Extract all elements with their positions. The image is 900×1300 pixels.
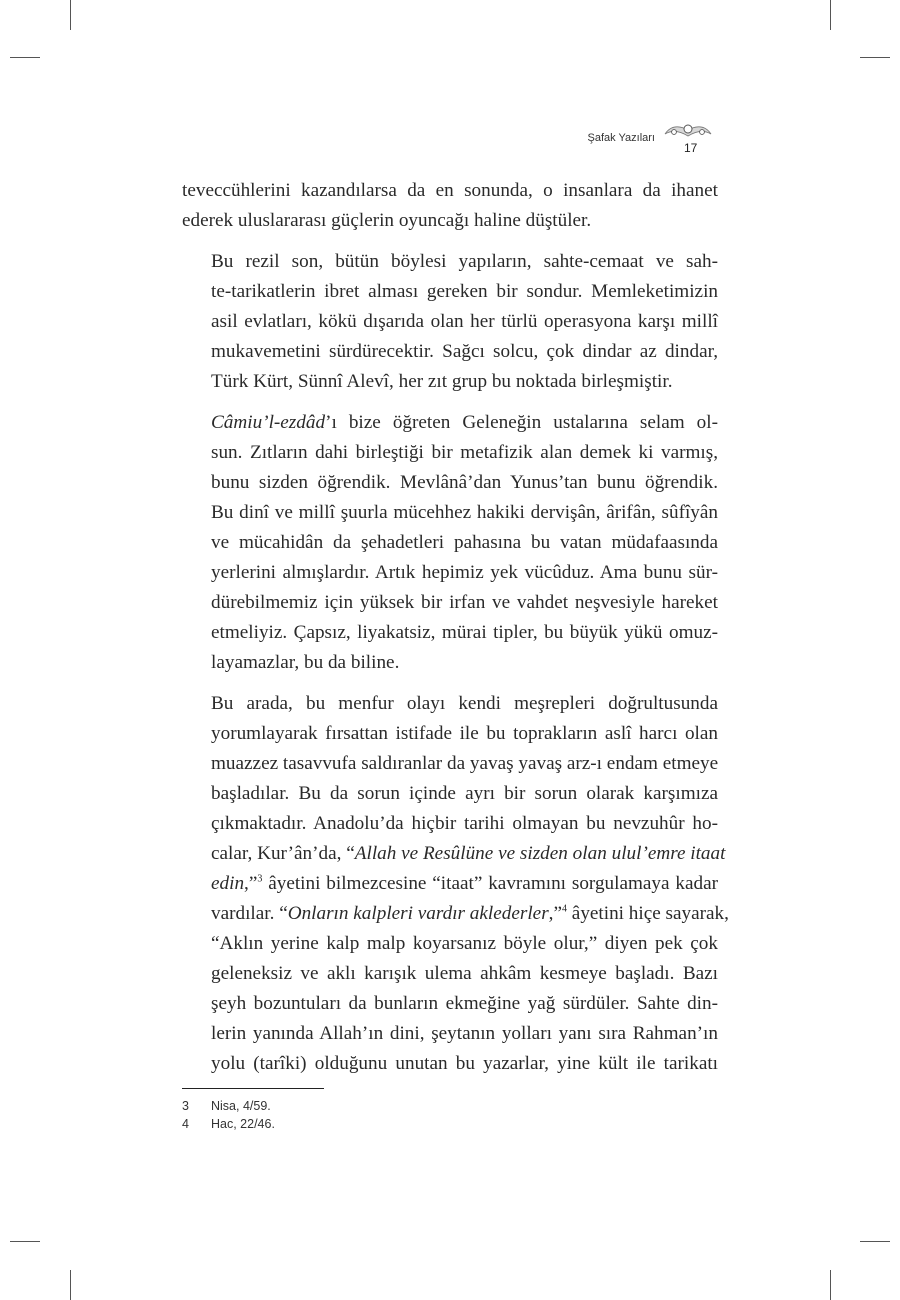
quoted-verse: Onların kalpleri vardır aklederler xyxy=(287,903,549,924)
crop-mark xyxy=(70,0,71,30)
footnote-rule xyxy=(182,1088,324,1089)
page-number: 17 xyxy=(684,141,698,155)
footnote xyxy=(182,1115,275,1133)
book-title: Şafak Yazıları xyxy=(587,132,655,144)
footnote-number: 4 xyxy=(182,1117,189,1131)
paragraph: teveccühlerini kazandılarsa da en sonunda, o insanlara da ihanet ederek uluslararası güçlerin oyuncağı haline düştüler. xyxy=(182,180,718,231)
footnote-number: 3 xyxy=(182,1099,189,1113)
ornament-icon xyxy=(663,120,713,142)
paragraph: Câmiu’l-ezdâd’ı bize öğreten Geleneğin ustalarına selam ol- sun. Zıtların dahi birleştiği bir metafizik alan demek ki varmış, bunu sizden öğrendik. Mevlânâ’dan Yunus’tan bunu öğrendik. Bu dinî ve millî şuurla mücehhez hakiki dervişân, ârifân, sûfîyân ve mücahidân da şehadetleri pahasına bu vatan müdafaasında yerlerini almışlardır. Artık hepimiz yek vücûduz. Ama bunu sür- dürebilmemiz için yüksek bir irfan ve vahdet neşvesiyle hareket etmeliyiz. Çapsız, liyakatsiz, mürai tipler, bu büyük yükü omuz- layamazlar, bu da biline. xyxy=(211,412,718,673)
footnote-ref[interactable]: 4 xyxy=(562,903,567,915)
quoted-verse: Allah ve Resûlüne ve sizden olan ulul’emre itaat xyxy=(354,843,726,864)
paragraph: Bu rezil son, bütün böylesi yapıların, sahte-cemaat ve sah- te-tarikatlerin ibret alması gereken bir sondur. Memleketimizin asil evlatları, kökü dışarıda olan her türlü operasyona karşı millî mukavemetini sürdürecektir. Sağcı solcu, çok dindar az dindar, Türk Kürt, Sünnî Alevî, her zıt grup bu noktada birleşmiştir. xyxy=(211,251,718,392)
crop-mark xyxy=(860,57,890,58)
crop-mark xyxy=(10,1241,40,1242)
crop-mark xyxy=(830,1270,831,1300)
italic-term: Câmiu’l-ezdâd xyxy=(211,412,326,433)
running-header xyxy=(560,120,725,160)
footnote-text: Hac, 22/46. xyxy=(211,1117,275,1131)
footnote-text: Nisa, 4/59. xyxy=(211,1099,271,1113)
crop-mark xyxy=(860,1241,890,1242)
footnotes xyxy=(182,1097,275,1133)
paragraph: Bu arada, bu menfur olayı kendi meşrepleri doğrultusunda yorumlayarak fırsattan istifade ile bu toprakların aslî harcı olan muazzez tasavvufa saldıranlar da yavaş yavaş arz-ı endam etmeye başladılar. Bu da sorun içinde ayrı bir sorun olarak karşımıza çıkmaktadır. Anadolu’da hiçbir tarihi olmayan bu nevzuhûr ho- calar, Kur’ân’da, “Allah ve Resûlüne ve sizden olan ulul’emre itaat edin,”$^3$ âyetini bilmezcesine “itaat” kavramını sorgulamaya kadar vardılar. “Onların kalpleri vardır aklederler,”$^4$ âyetini hiçe sayarak, “Aklın yerine kalp malp koyarsanız böyle olur,” diyen pek çok geleneksiz ve aklı karışık ulema ahkâm kesmeye başladı. Bazı şeyh bozuntuları da bunların ekmeğine yağ sürdüler. Sahte din- lerin yanında Allah’ın dini, şeytanın yolları yanı sıra Rahman’ın yolu (tarîki) olduğunu unutan bu yazarlar, yine kült ile tarikatı xyxy=(211,693,729,1074)
quoted-verse: edin xyxy=(211,873,245,894)
crop-mark xyxy=(70,1270,71,1300)
footnote-ref[interactable]: 3 xyxy=(257,873,263,885)
body-text xyxy=(182,176,729,1090)
crop-mark xyxy=(10,57,40,58)
footnote xyxy=(182,1097,275,1115)
crop-mark xyxy=(830,0,831,30)
